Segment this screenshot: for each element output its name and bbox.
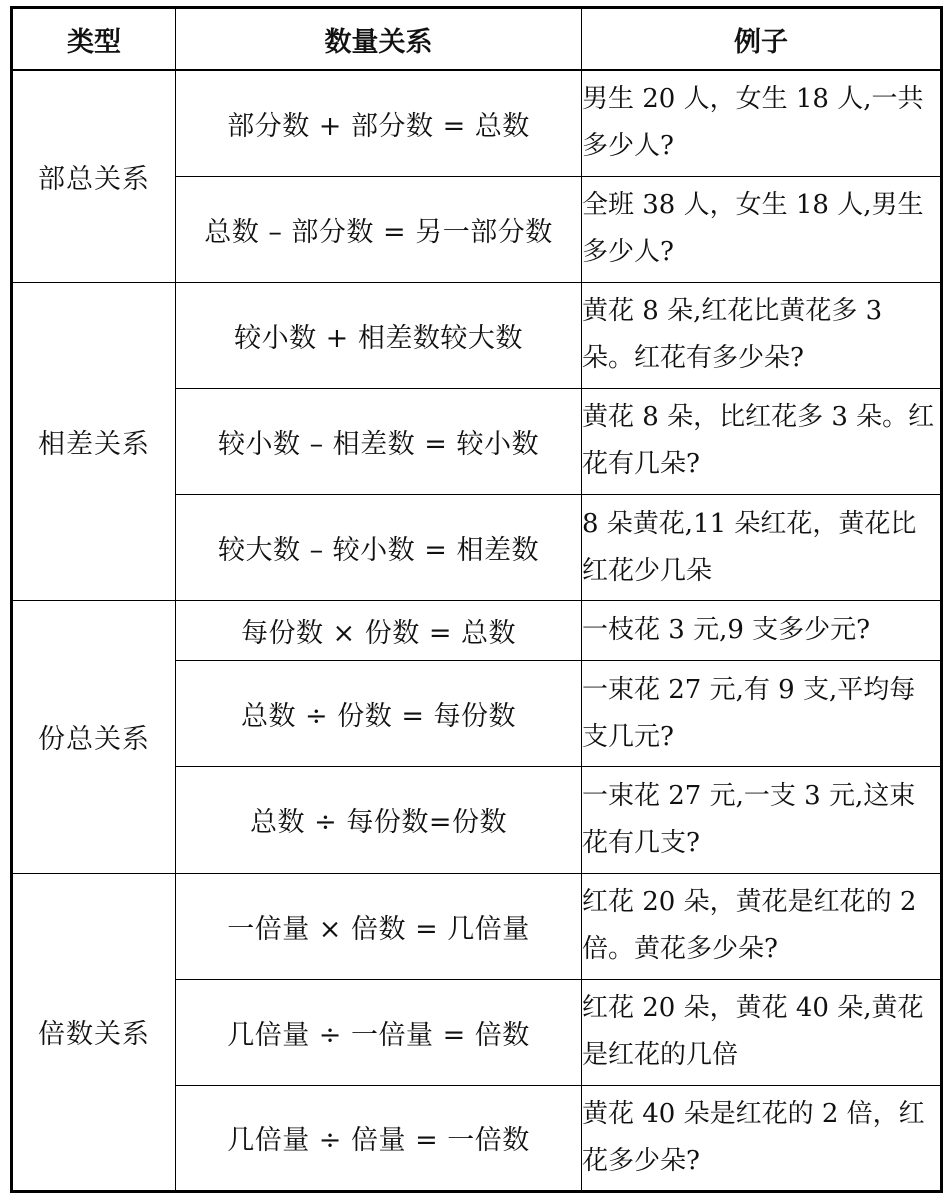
type-cell-part-whole: 部总关系 [12,70,176,282]
example-cell: 黄花 40 朵是红花的 2 倍，红花多少朵? [582,1085,942,1191]
relation-cell: 总数 – 部分数 = 另一部分数 [176,176,582,282]
quantity-relation-table [10,6,943,1193]
example-cell: 全班 38 人，女生 18 人,男生多少人? [582,176,942,282]
example-cell: 一束花 27 元,一支 3 元,这束花有几支? [582,767,942,873]
header-type: 类型 [12,8,176,71]
type-cell-difference: 相差关系 [12,282,176,600]
relation-cell: 较小数 + 相差数较大数 [176,282,582,388]
type-cell-share-total: 份总关系 [12,601,176,873]
example-cell: 黄花 8 朵，比红花多 3 朵。红花有几朵? [582,388,942,494]
example-cell: 一枝花 3 元,9 支多少元? [582,601,942,661]
type-cell-multiple: 倍数关系 [12,873,176,1191]
relation-cell: 较大数 – 较小数 = 相差数 [176,495,582,601]
table-row [12,70,942,176]
table-row [12,601,942,661]
example-cell: 男生 20 人，女生 18 人,一共多少人? [582,70,942,176]
header-relation: 数量关系 [176,8,582,71]
table-header-row [12,8,942,71]
example-cell: 8 朵黄花,11 朵红花，黄花比红花少几朵 [582,495,942,601]
example-cell: 红花 20 朵，黄花 40 朵,黄花是红花的几倍 [582,979,942,1085]
example-cell: 一束花 27 元,有 9 支,平均每支几元? [582,661,942,767]
relation-cell: 总数 ÷ 份数 = 每份数 [176,661,582,767]
example-cell: 红花 20 朵，黄花是红花的 2 倍。黄花多少朵? [582,873,942,979]
table-row [12,873,942,979]
relation-cell: 几倍量 ÷ 倍量 = 一倍数 [176,1085,582,1191]
table-row [12,282,942,388]
relation-cell: 一倍量 × 倍数 = 几倍量 [176,873,582,979]
example-cell: 黄花 8 朵,红花比黄花多 3 朵。红花有多少朵? [582,282,942,388]
relation-cell: 总数 ÷ 每份数=份数 [176,767,582,873]
relation-cell: 部分数 + 部分数 = 总数 [176,70,582,176]
relation-cell: 几倍量 ÷ 一倍量 = 倍数 [176,979,582,1085]
relation-cell: 较小数 – 相差数 = 较小数 [176,388,582,494]
relation-cell: 每份数 × 份数 = 总数 [176,601,582,661]
header-example: 例子 [582,8,942,71]
